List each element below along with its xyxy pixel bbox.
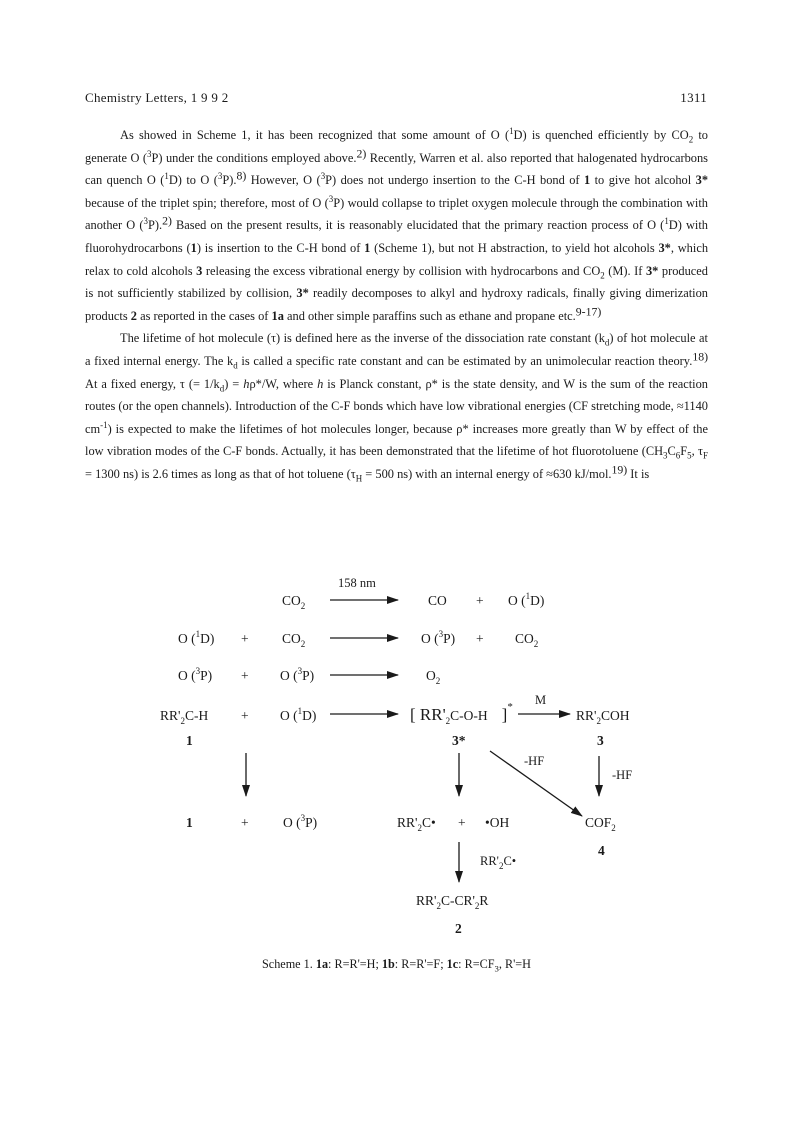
label-neg-hf-diag: -HF: [524, 754, 545, 768]
row5-o3p: O ($^3$P): [283, 813, 318, 830]
ref-8: 8): [236, 169, 247, 183]
row2-o1d: O ($^1$D): [178, 629, 215, 646]
row2-co2-b: $CO_2$: [515, 631, 539, 649]
scheme-caption: Scheme 1. 1a: R=R'=H; 1b: R=R'=F; 1c: $R=CF_3$, R'=H: [262, 957, 531, 974]
label-2: 2: [455, 921, 462, 936]
paragraph-1: As showed in Scheme 1, it has been recognized that some amount of O ($^1$D) is quenched efficiently by $CO_2$ to generate O ($^3$P) under the conditions employed above.$^{2)}$ Recently, Warren et al. also reported that halogenated hydrocarbons can quench O ($^1$D) to O ($^3$P).$^{8)}$ However, O ($^3$P) does not undergo insertion to the C-H bond of 1 to give hot alcohol 3* because of the triplet spin; therefore, most of O ($^3$P) would collapse to triplet oxygen molecule through the combination with another O ($^3$P).$^{2)}$ Based on the present results, it is reasonably elucidated that the primary reaction process of O ($^1$D) with fluorohydrocarbons (1) is insertion to the C-H bond of 1 (Scheme 1), but not H abstraction, to yield hot alcohols 3*, which relax to cold alcohols 3 releasing the excess vibrational energy by collision with hydrocarbons and $CO_2$ (M). If 3* produced is not sufficiently stabilized by collision, 3* readily decomposes to alkyl and hydroxy radicals, finally giving dimerization products 2 as reported in the cases of 1a and other simple paraffins such as ethane and propane etc.$^{9-17)}$: [85, 125, 709, 323]
row5-alkyl-radical: $RR'_2C•$: [397, 815, 436, 833]
row3-o3p-b: O ($^3$P): [280, 666, 315, 683]
row2-plus-b: +: [476, 631, 484, 646]
label-1-bottom: 1: [186, 815, 193, 830]
row2-plus: +: [241, 631, 249, 646]
row4-rr2coh: $RR'_2COH$: [576, 708, 630, 726]
row3-o2: $O_2$: [426, 668, 441, 686]
label-neg-hf-right: -HF: [612, 768, 633, 782]
ref-18: 18): [692, 350, 708, 364]
label-3: 3: [597, 733, 604, 748]
row4-o1d: O ($^1$D): [280, 706, 317, 723]
row3-o3p: O ($^3$P): [178, 666, 213, 683]
arrow-dimer-label: $RR'_2C•$: [480, 854, 517, 871]
row4-rr2ch: $RR'_2C-H$: [160, 708, 209, 726]
wavelength-label: 158 nm: [338, 576, 376, 590]
row2-co2: $CO_2$: [282, 631, 306, 649]
row1-co: CO: [428, 593, 447, 608]
row4-plus: +: [241, 708, 249, 723]
ref-2: 2): [356, 147, 367, 161]
row5-oh: •OH: [485, 815, 510, 830]
page-number: 1311: [680, 90, 707, 105]
row5-plus: +: [241, 815, 249, 830]
reaction-scheme: [0, 560, 793, 955]
row3-plus: +: [241, 668, 249, 683]
ref-9-17: 9-17): [575, 305, 602, 319]
row5-plus-b: +: [458, 815, 466, 830]
paragraph-2: The lifetime of hot molecule (τ) is defined here as the inverse of the dissociation rate constant $(k_d)$ of hot molecule at a fixed internal energy. The $k_d$ is called a specific rate constant and can be estimated by an unimolecular reaction theory.$^{18)}$ At a fixed energy, τ (= $1/k_d) = h\rho*/W$, where h is Planck constant, ρ* is the state density, and W is the sum of the reaction routes (or the open channels). Introduction of the C-F bonds which have low vibrational energies (CF stretching mode, ≈1140 $cm^{-1}$) is expected to make the lifetimes of hot molecules longer, because ρ* increases more greatly than W by effect of the low vibration modes of the C-F bonds. Actually, it has been demonstrated that the lifetime of hot fluorotoluene ($CH_3C_6F_5$, $\tau_F = 1300$ ns) is 2.6 times as long as that of hot toluene ($\tau_H = 500$ ns) with an internal energy of ≈630 kJ/mol.$^{19)}$ It is: [85, 331, 708, 484]
dimer-product: $RR'_2C-CR'_2R$: [416, 893, 489, 911]
label-1-top: 1: [186, 733, 193, 748]
row1-co2: $CO_2$: [282, 593, 306, 611]
label-3star: 3*: [452, 733, 466, 748]
body-text: [85, 124, 708, 486]
row4-hot-alcohol: [ $RR'_2C-O-H$ ]*: [410, 701, 513, 726]
journal-header: Chemistry Letters, 1 9 9 2: [85, 90, 229, 105]
row5-cof2: $COF_2$: [585, 815, 616, 833]
label-4: 4: [598, 843, 605, 858]
row2-o3p: O ($^3$P): [421, 629, 456, 646]
row4-M: M: [535, 693, 547, 707]
ref-19: 19): [611, 463, 628, 477]
row1-o1d: O ($^1$D): [508, 591, 545, 608]
row1-plus: +: [476, 593, 484, 608]
